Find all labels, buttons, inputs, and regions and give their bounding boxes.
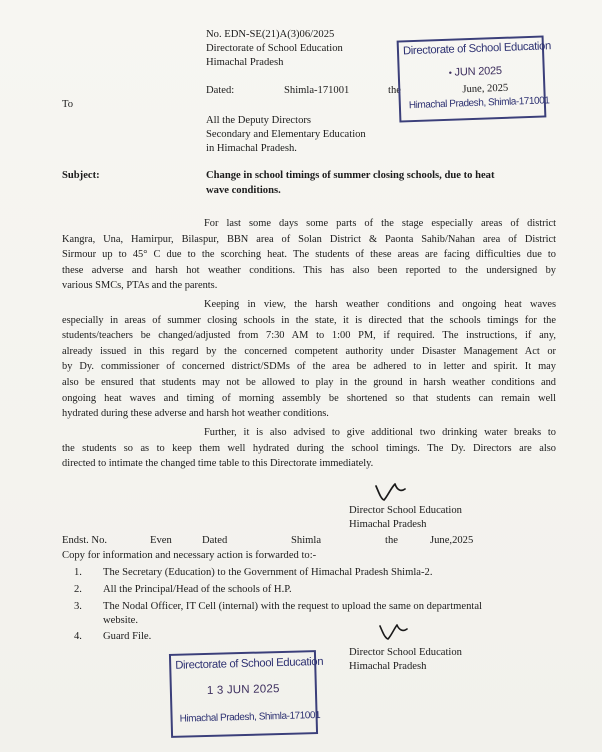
copy-item-text: All the Principal/Head of the schools of H.P. — [103, 584, 292, 595]
body-paragraph-1 — [62, 216, 556, 294]
signatory-1-title: Director School Education — [349, 505, 462, 516]
to-line-3: in Himachal Pradesh. — [206, 143, 297, 154]
p3-line: the students so as to keep them well hydrated during the school timings. The Dy. Directors are also — [62, 442, 556, 454]
copy-item-text: Guard File. — [103, 631, 152, 642]
signatory-2-state: Himachal Pradesh — [349, 661, 427, 672]
p2-line: by Dy. commissioner of concerned district/SDMs of the area be adhered to in letter and spirit. It may — [62, 361, 556, 373]
endst-even: Even — [150, 535, 172, 546]
copy-item-number: 4. — [74, 631, 82, 642]
endst-date: June,2025 — [430, 535, 474, 546]
p1-line: various SMCs, PTAs and the parents. — [62, 280, 218, 292]
p1-line: Sirmour up to 45° C due to the scorching heat. The students of these areas are facing difficulties due to — [62, 249, 556, 261]
p1-line: Kangra, Una, Hamirpur, Bilaspur, BBN area of Solan District & Paonta Sahib/Nahan area of District — [62, 233, 556, 245]
office-stamp-bottom — [169, 650, 324, 738]
copy-item-number: 2. — [74, 584, 82, 595]
handwritten-signature-2 — [375, 621, 411, 643]
copy-item-number: 3. — [74, 601, 82, 612]
stamp-top-date: • JUN 2025 — [448, 64, 503, 79]
to-label: To — [62, 99, 74, 110]
p2-line: hydrated during these adverse and harsh hot weather conditions. — [62, 408, 329, 420]
dated-the: the — [388, 85, 401, 96]
signatory-1-state: Himachal Pradesh — [349, 519, 427, 530]
dated-place: Shimla-171001 — [284, 85, 350, 96]
body-paragraph-3 — [62, 425, 556, 472]
p2-line: especially in areas of summer closing schools in the state, it is directed that the schools timings for the — [62, 314, 556, 326]
copy-forward-line: Copy for information and necessary action is forwarded to:- — [62, 550, 317, 561]
p3-line: Further, it is also advised to give additional two drinking water breaks to — [204, 427, 556, 438]
p2-line: students/teachers be changed/adjusted from 7:30 AM to 1:00 PM, if required. The instructions, if any, — [62, 330, 556, 342]
endst-dated: Dated — [202, 535, 228, 546]
stamp-bottom-title: Directorate of School Education — [175, 655, 324, 672]
office-name: Directorate of School Education — [206, 43, 343, 54]
p1-line: these adverse and harsh hot weather conditions. This has also been reported to the undersigned by — [62, 264, 556, 276]
subject-label: Subject: — [62, 170, 100, 181]
stamp-top-month: JUN 2025 — [454, 64, 503, 79]
subject-line-2: wave conditions. — [206, 185, 281, 196]
dated-label: Dated: — [206, 85, 235, 96]
endst-label: Endst. No. — [62, 535, 108, 546]
stamp-top-address: Himachal Pradesh, Shimla-171001 — [408, 95, 550, 112]
stamp-bottom-date: 1 3 JUN 2025 — [206, 683, 280, 697]
p2-line: Keeping in view, the harsh weather conditions and ongoing heat waves — [204, 299, 556, 310]
endst-place: Shimla — [291, 535, 322, 546]
p2-line: also be ensured that students may not be allowed to play in the ground in harsh weather conditions and — [62, 376, 556, 388]
copy-item-text: The Nodal Officer, IT Cell (internal) with the request to upload the same on departmental — [103, 601, 482, 612]
to-line-1: All the Deputy Directors — [206, 115, 312, 126]
copy-item-number: 1. — [74, 567, 82, 578]
p3-line: directed to intimate the changed time table to this Directorate immediately. — [62, 458, 374, 470]
p2-line: already issued in this regard by the concerned competent authority under Disaster Management Act or — [62, 345, 556, 357]
p1-line: For last some days some parts of the stage especially areas of district — [204, 218, 556, 229]
reference-number: No. EDN-SE(21)A(3)06/2025 — [206, 29, 335, 40]
handwritten-signature-1 — [370, 480, 410, 504]
body-paragraph-2 — [62, 297, 556, 422]
stamp-bottom-address: Himachal Pradesh, Shimla-171001 — [179, 710, 321, 725]
p2-line: ongoing heat waves and timing of morning assembly be shortened so that students can remain well — [62, 392, 556, 404]
office-stamp-top — [397, 35, 552, 122]
endst-the: the — [385, 535, 398, 546]
copy-item-text: The Secretary (Education) to the Government of Himachal Pradesh Shimla-2. — [103, 567, 433, 578]
office-state: Himachal Pradesh — [206, 57, 284, 68]
stamp-top-handwritten-date: June, 2025 — [462, 82, 509, 96]
to-line-2: Secondary and Elementary Education — [206, 129, 366, 140]
stamp-top-title: Directorate of School Education — [402, 40, 552, 58]
copy-item-text-continued: website. — [103, 615, 139, 626]
signatory-2-title: Director School Education — [349, 647, 462, 658]
subject-line-1: Change in school timings of summer closing schools, due to heat — [206, 170, 495, 181]
